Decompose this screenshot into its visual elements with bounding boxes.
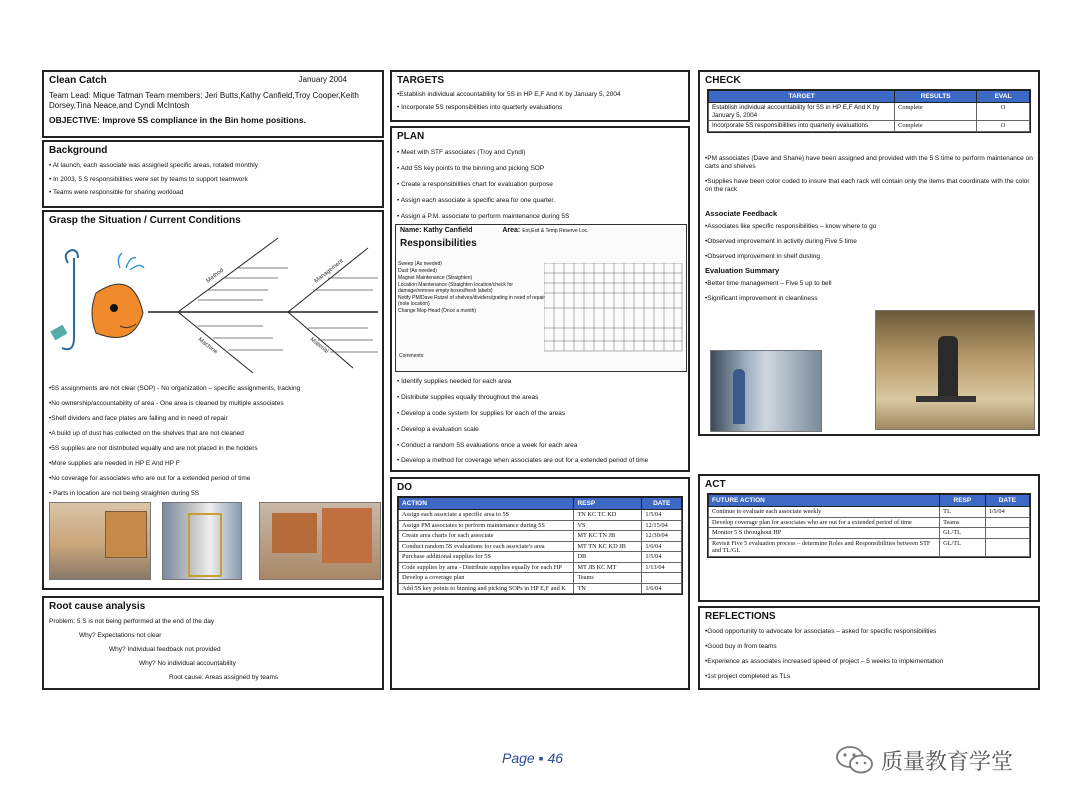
do-date: 1/13/04 bbox=[642, 562, 682, 573]
feedback-item: •Observed improvement in activity during Five 5 time bbox=[705, 237, 857, 245]
root-cause-box bbox=[42, 596, 384, 690]
plan-item: • Identify supplies needed for each area bbox=[397, 378, 512, 385]
root-cause-line: Problem: 5 S is not being performed at the end of the day bbox=[49, 618, 215, 625]
check-target: Incorporate 5S responsibilities into quarterly evaluations bbox=[709, 121, 895, 132]
table-row bbox=[709, 528, 1030, 539]
root-cause-line: Root cause: Areas assigned by teams bbox=[169, 674, 279, 681]
summary-title: Evaluation Summary bbox=[705, 265, 780, 275]
table-row bbox=[399, 562, 682, 573]
table-row bbox=[399, 552, 682, 563]
act-resp: GL/TL bbox=[940, 528, 986, 539]
do-date: 12/15/04 bbox=[642, 520, 682, 531]
reflection-item: •1st project completed as TLs bbox=[705, 673, 791, 680]
check-eval: O bbox=[977, 121, 1030, 132]
act-date bbox=[985, 528, 1029, 539]
act-resp: TL bbox=[940, 507, 986, 518]
do-resp: MT KC TN JB bbox=[574, 531, 642, 542]
reflection-item: •Good buy in from teams bbox=[705, 643, 777, 650]
table-row bbox=[399, 573, 682, 584]
targets-box bbox=[390, 70, 690, 122]
check-col-target: TARGET bbox=[709, 91, 895, 103]
photo-associate-shelves bbox=[710, 350, 822, 432]
target-item: •Establish individual accountability for 5S in HP E,F And K by January 5, 2004 bbox=[397, 91, 621, 98]
plan-item: • Create a responsibilities chart for evaluation purpose bbox=[397, 181, 553, 188]
plan-item: • Add 5S key points to the binning and picking SOP bbox=[397, 165, 545, 172]
form-footer: Comments: bbox=[399, 353, 425, 359]
project-title: Clean Catch bbox=[49, 75, 107, 86]
check-table bbox=[708, 90, 1030, 132]
target-item: • Incorporate 5S responsibilities into quarterly evaluations bbox=[397, 104, 563, 111]
do-action: Conduct random 5S evaluations for each associate's area bbox=[399, 541, 574, 552]
do-resp: DB bbox=[574, 552, 642, 563]
plan-title: PLAN bbox=[397, 131, 425, 142]
form-row: Magnet Maintenance (Straighten) bbox=[398, 275, 473, 281]
reflections-title: REFLECTIONS bbox=[705, 611, 776, 622]
do-action: Purchase additional supplies for 5S bbox=[399, 552, 574, 563]
photo-associate-sweeping bbox=[875, 310, 1035, 430]
page-number: Page ▪ 46 bbox=[502, 750, 564, 766]
do-resp: TN bbox=[574, 583, 642, 594]
do-date: 1/5/04 bbox=[642, 510, 682, 521]
photo-rack bbox=[162, 502, 242, 580]
act-date bbox=[985, 538, 1029, 556]
plan-list-2 bbox=[397, 374, 685, 466]
form-area-label: Area: bbox=[502, 227, 521, 234]
plan-item: • Assign a P.M. associate to perform maintenance during 5S bbox=[397, 213, 570, 220]
fishbone-diagram bbox=[48, 228, 378, 378]
grasp-item: •Shelf dividers and face plates are falling and in need of repair bbox=[49, 415, 228, 422]
do-resp: MT JB KC MT bbox=[574, 562, 642, 573]
act-date bbox=[985, 517, 1029, 528]
responsibility-form bbox=[395, 224, 687, 372]
form-area-value: Ent,Exit & Temp Reserve Loc. bbox=[522, 228, 589, 234]
table-row bbox=[399, 520, 682, 531]
do-resp: MT TN KC KD JB bbox=[574, 541, 642, 552]
check-result: Complete bbox=[895, 103, 977, 121]
act-action: Develop coverage plan for associates who are out for a extended period of time bbox=[709, 517, 940, 528]
check-box bbox=[698, 70, 1040, 436]
background-box bbox=[42, 140, 384, 208]
form-row: Dust (As needed) bbox=[398, 268, 437, 274]
grasp-item: •No coverage for associates who are out for a extended period of time bbox=[49, 475, 251, 482]
grasp-item: •No ownership/accountability of area - One area is cleaned by multiple associates bbox=[49, 400, 284, 407]
objective: OBJECTIVE: Improve 5S compliance in the Bin home positions. bbox=[49, 115, 306, 125]
check-target: Establish individual accountability for 5S in HP E,F And K by January 5, 2004 bbox=[709, 103, 895, 121]
feedback-item: •Associates like specific responsibilities – know where to go bbox=[705, 222, 877, 230]
do-date bbox=[642, 573, 682, 584]
plan-item: • Conduct a random 5S evaluations once a week for each area bbox=[397, 442, 578, 449]
summary-item: •Better time management – Five 5 up to bell bbox=[705, 279, 832, 287]
act-date: 1/5/04 bbox=[985, 507, 1029, 518]
act-col-date: DATE bbox=[985, 495, 1029, 507]
fishbone-label-material: Material bbox=[308, 336, 330, 355]
check-note: •PM associates (Dave and Shane) have been assigned and provided with the 5 S time to perform maintenance on carts and shelves bbox=[705, 154, 1033, 171]
act-action: Continue to evaluate each associate weekly bbox=[709, 507, 940, 518]
photo-cartons bbox=[259, 502, 381, 580]
do-action: Develop a coverage plan bbox=[399, 573, 574, 584]
reflections-box bbox=[698, 606, 1040, 690]
do-action: Assign PM associates to perform maintenance during 5S bbox=[399, 520, 574, 531]
grasp-title: Grasp the Situation / Current Conditions bbox=[49, 215, 241, 226]
root-cause-line: Why? Expectations not clear bbox=[79, 632, 162, 639]
do-resp: Teams bbox=[574, 573, 642, 584]
grasp-item: • Parts in location are not being straighten during 5S bbox=[49, 490, 200, 497]
plan-item: • Develop a code system for supplies for each of the areas bbox=[397, 410, 566, 417]
table-row bbox=[709, 517, 1030, 528]
form-row: Change Mop Head (Once a month) bbox=[398, 308, 477, 314]
check-title: CHECK bbox=[705, 75, 741, 86]
table-row bbox=[399, 583, 682, 594]
check-col-results: RESULTS bbox=[895, 91, 977, 103]
do-date: 1/6/04 bbox=[642, 583, 682, 594]
table-row bbox=[399, 510, 682, 521]
form-row: Notify PM/Dave Rutzel of shelves/dividers/grating in need of repair (note location) bbox=[398, 295, 546, 307]
form-heading: Responsibilities bbox=[400, 238, 477, 249]
do-date: 12/30/04 bbox=[642, 531, 682, 542]
do-action: Assign each associate a specific area to 5S bbox=[399, 510, 574, 521]
table-row bbox=[709, 103, 1030, 121]
brand-name: 质量教育学堂 bbox=[881, 749, 1014, 775]
project-date: January 2004 bbox=[298, 75, 347, 84]
do-col-date: DATE bbox=[642, 498, 682, 510]
form-grid bbox=[544, 263, 684, 353]
check-eval: O bbox=[977, 103, 1030, 121]
fish-icon bbox=[92, 253, 144, 338]
reflection-item: •Good opportunity to advocate for associates – asked for specific responsibilities bbox=[705, 628, 937, 635]
act-box bbox=[698, 474, 1040, 602]
hook-icon bbox=[50, 250, 78, 349]
table-row bbox=[709, 507, 1030, 518]
background-item: • Teams were responsible for sharing workload bbox=[49, 189, 184, 196]
root-cause-title: Root cause analysis bbox=[49, 601, 146, 612]
root-cause-line: Why? Individual feedback not provided bbox=[109, 646, 221, 653]
root-cause-line: Why? No individual accountability bbox=[139, 660, 236, 667]
feedback-item: •Observed improvement in shelf dusting bbox=[705, 252, 820, 260]
plan-item: • Assign each associate a specific area for one quarter. bbox=[397, 197, 556, 204]
act-resp: Teams bbox=[940, 517, 986, 528]
table-row bbox=[709, 538, 1030, 556]
act-col-action: FUTURE ACTION bbox=[709, 495, 940, 507]
do-box bbox=[390, 477, 690, 690]
team-members: Team Lead: Mique Tatman Team members: Jeri Butts,Kathy Canfield,Troy Cooper,Keith Dorsey,Tina Neace,and Cyndi McIntosh bbox=[49, 91, 359, 110]
table-row bbox=[709, 121, 1030, 132]
form-row: Location Maintenance (Straighten location/check for damage/remove empty boxes/fresh labels) bbox=[398, 282, 514, 294]
plan-item: • Develop a method for coverage when associates are out for a extended period of time bbox=[397, 457, 649, 464]
do-action: Add 5S key points to binning and picking SOPs in HP E,F and K bbox=[399, 583, 574, 594]
grasp-box bbox=[42, 210, 384, 590]
targets-title: TARGETS bbox=[397, 75, 445, 86]
table-row bbox=[399, 531, 682, 542]
plan-item: • Meet with STF associates (Troy and Cyndi) bbox=[397, 149, 526, 156]
brand-watermark bbox=[835, 744, 1013, 776]
do-resp: VS bbox=[574, 520, 642, 531]
plan-item: • Develop a evaluation scale bbox=[397, 426, 479, 433]
do-action: Create area charts for each associate bbox=[399, 531, 574, 542]
do-resp: TN KC TC KD bbox=[574, 510, 642, 521]
photo-shelf-boxes bbox=[49, 502, 151, 580]
do-col-action: ACTION bbox=[399, 498, 574, 510]
act-action: Revisit Five 5 evaluation process – determine Roles and Responsibilities between STF and TL/GL bbox=[709, 538, 940, 556]
background-item: • In 2003, 5 S responsibilities were set by teams to support teamwork bbox=[49, 176, 248, 183]
check-result: Complete bbox=[895, 121, 977, 132]
check-note: •Supplies have been color coded to insure that each rack will contain only the items that coordinate with the color on the rack bbox=[705, 177, 1030, 194]
fishbone-label-method: Method bbox=[205, 267, 226, 285]
background-item: • At launch, each associate was assigned specific areas, rotated monthly bbox=[49, 162, 258, 169]
grasp-item: •5S assignments are not clear (SOP) - No organization – specific assignments, tracking bbox=[49, 385, 301, 392]
grasp-item: •More supplies are needed in HP E And HP F bbox=[49, 460, 180, 467]
form-name: Name: Kathy Canfield bbox=[400, 227, 473, 234]
feedback-title: Associate Feedback bbox=[705, 208, 778, 218]
do-col-resp: RESP bbox=[574, 498, 642, 510]
grasp-item: •A build up of dust has collected on the shelves that are not cleaned bbox=[49, 430, 244, 437]
form-row: Sweep (As needed) bbox=[398, 261, 442, 267]
do-date: 1/5/04 bbox=[642, 552, 682, 563]
plan-box bbox=[390, 126, 690, 472]
table-row bbox=[399, 541, 682, 552]
plan-item: • Distribute supplies equally throughout the areas bbox=[397, 394, 539, 401]
do-title: DO bbox=[397, 482, 412, 493]
reflection-item: •Experience as associates increased speed of project – 5 weeks to implementation bbox=[705, 658, 944, 665]
grasp-list bbox=[49, 382, 379, 502]
act-resp: GL/TL bbox=[940, 538, 986, 556]
check-col-eval: EVAL bbox=[977, 91, 1030, 103]
do-action: Code supplies by area - Distribute supplies equally for each HP bbox=[399, 562, 574, 573]
act-title: ACT bbox=[705, 479, 726, 490]
act-table bbox=[708, 494, 1030, 557]
summary-item: •Significant improvement in cleanliness bbox=[705, 294, 818, 302]
background-title: Background bbox=[49, 145, 108, 156]
grasp-item: •5S supplies are not distributed equally and are not placed in the holders bbox=[49, 445, 258, 452]
do-table bbox=[398, 497, 682, 594]
act-action: Monitor 5 S throughout HP bbox=[709, 528, 940, 539]
header-box bbox=[42, 70, 384, 138]
do-date: 1/6/04 bbox=[642, 541, 682, 552]
fishbone-label-management: Management bbox=[313, 258, 345, 285]
fishbone-label-machine: Machine bbox=[196, 336, 219, 356]
wechat-icon bbox=[835, 744, 875, 776]
act-col-resp: RESP bbox=[940, 495, 986, 507]
